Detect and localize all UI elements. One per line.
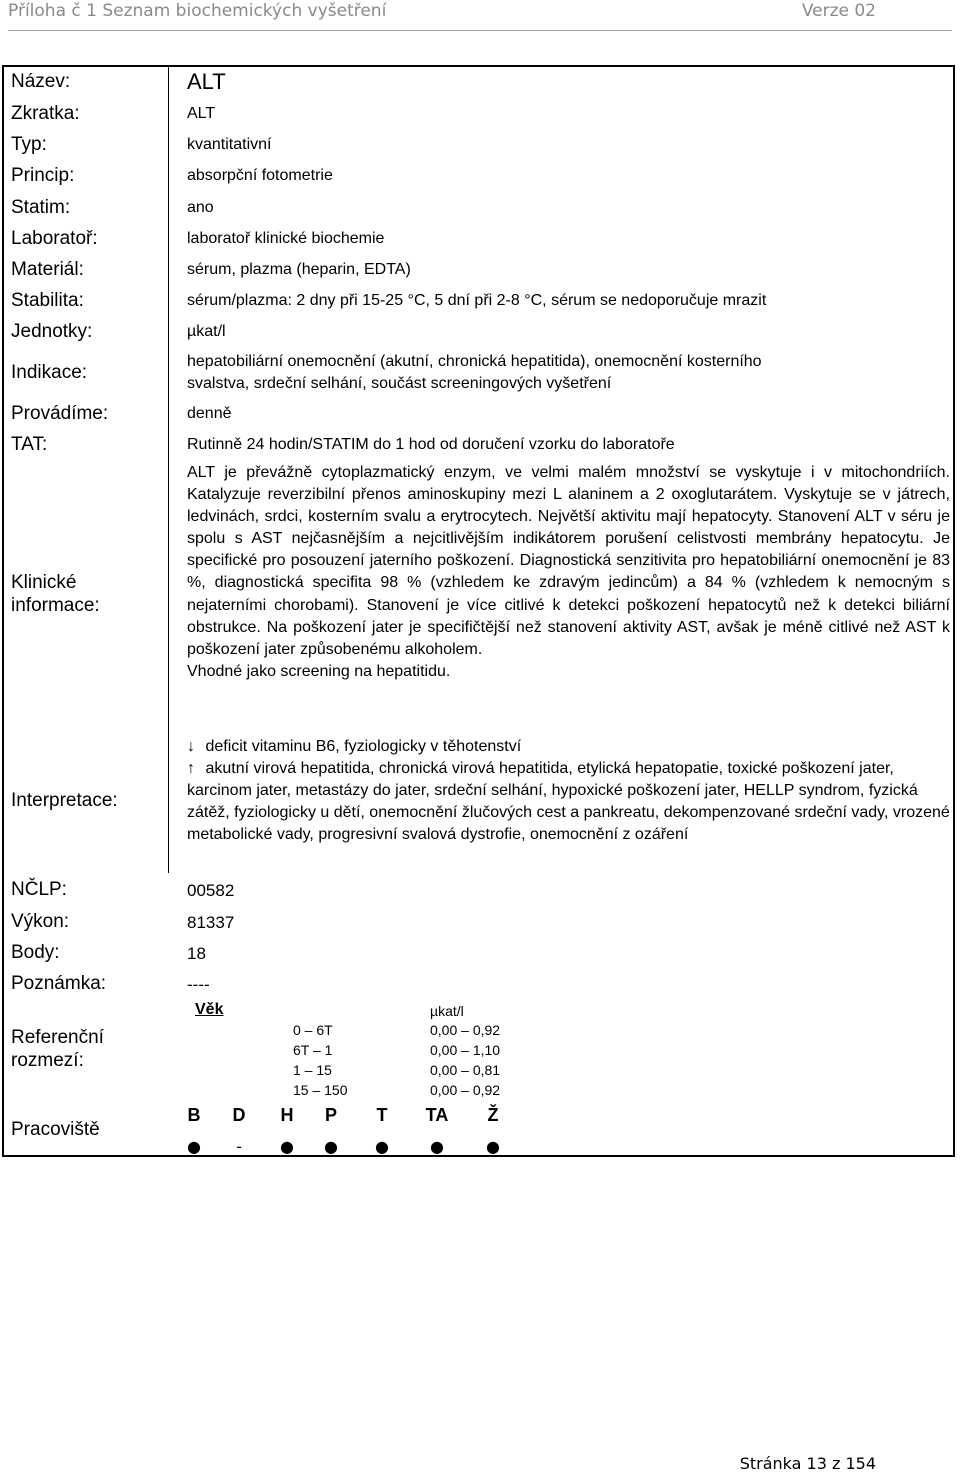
interpretace-decrease [187,736,950,758]
site-available-icon: ● [187,1137,201,1156]
interpretace-increase [187,758,950,846]
label-nclp: NČLP: [11,879,67,900]
reference-range: 0,00 – 0,81 [430,1062,501,1078]
label-laborator: Laboratoř: [11,228,98,249]
value-tat: Rutinně 24 hodin/STATIM do 1 hod od doručení vzorku do laboratoře [187,436,675,453]
value-laborator: laboratoř klinické biochemie [187,230,385,247]
site-letter: D [232,1105,246,1125]
value-vykon: 81337 [187,913,235,932]
klinicke-paragraph-2: Vhodné jako screening na hepatitidu. [187,662,451,680]
reference-age: 15 – 150 [293,1082,348,1098]
label-statim: Statim: [11,197,71,218]
reference-age: 1 – 15 [293,1062,332,1078]
reference-range: 0,00 – 0,92 [430,1082,501,1098]
site-letter: Ž [487,1105,499,1125]
label-body: Body: [11,942,60,963]
value-stabilita: sérum/plazma: 2 dny při 15-25 °C, 5 dní při 2-8 °C, sérum se nedoporučuje mrazit [187,292,767,309]
value-nclp: 00582 [187,881,235,900]
page-number: Stránka 13 z 154 [739,1454,876,1473]
interpretace-decrease-text: deficit vitaminu B6, fyziologicky v těhotenství [205,738,522,755]
value-zkratka: ALT [187,105,216,122]
label-jednotky: Jednotky: [11,321,93,342]
label-klinicke-line2: informace: [11,595,100,616]
value-indikace-line1: hepatobiliární onemocnění (akutní, chronická hepatitida), onemocnění kosterního [187,353,762,370]
site-available-icon: ● [430,1137,444,1156]
label-stabilita: Stabilita: [11,290,84,311]
reference-range: 0,00 – 1,10 [430,1042,501,1058]
version-label: Verze 02 [801,1,876,21]
document-title: Příloha č 1 Seznam biochemických vyšetření [8,1,387,21]
arrow-down-icon: ↓ [187,738,195,755]
value-jednotky: µkat/l [187,323,226,340]
site-letter: H [280,1105,294,1125]
value-indikace-line2: svalstva, srdeční selhání, součást screeningových vyšetření [187,375,612,392]
arrow-up-icon: ↑ [187,760,195,778]
site-letter: B [187,1105,201,1125]
label-referencni-line2: rozmezí: [11,1050,84,1071]
value-material: sérum, plazma (heparin, EDTA) [187,261,411,278]
site-letter: P [324,1105,337,1125]
site-available-icon: ● [324,1137,338,1156]
age-column-header: Věk [195,1001,224,1018]
klinicke-paragraph: ALT je převážně cytoplazmatický enzym, ve velmi malém množství se vyskytuje i v mitochondriích. Katalyzuje reverzibilní přenos aminoskupiny mezi L alaninem a 2 oxoglutarátem. Vyskytuje se v játrech, ledvinách, srdci, kosterním svalu a erytrocytech. Největší aktivitu mají hepatocyty. Stanovení ALT v séru je spolu s AST nejčasnějším a nejcitlivějším indikátorem porušení celistvosti membrány hepatocytu. Je specifické pro posouzení jaterního poškození. Diagnostická senzitivita pro hepatobiliární onemocnění je 83 %, diagnostická specifita 98 % (vzhledem ke zdravým jedincům) a 84 % (vzhledem k nemocným s nejaterními chorobami). Stanovení je více citlivé k detekci poškození hepatocytů než k detekci biliární obstrukce. Na poškození jater je specifičtější než stanovení aktivity AST, avšak je méně citlivé než AST k poškození jater způsobenému alkoholem. [187,464,950,658]
value-nazev: ALT [187,69,226,94]
page-header [0,0,960,28]
reference-age: 6T – 1 [293,1042,333,1058]
value-poznamka: ---- [187,975,210,994]
label-princip: Princip: [11,165,75,186]
value-body: 18 [187,944,206,963]
column-divider [168,462,169,873]
label-pracoviste: Pracoviště [11,1119,100,1140]
label-provadime: Provádíme: [11,403,109,424]
label-poznamka: Poznámka: [11,973,107,994]
label-vykon: Výkon: [11,911,70,932]
column-divider [168,67,169,462]
label-material: Materiál: [11,259,84,280]
site-letter: TA [425,1105,449,1125]
site-unavailable-mark: - [236,1137,242,1156]
label-tat: TAT: [11,434,48,455]
site-letter: T [376,1105,388,1125]
label-typ: Typ: [11,134,47,155]
value-provadime: denně [187,405,232,422]
label-klinicke-line1: Klinické [11,572,77,593]
site-available-icon: ● [280,1137,294,1156]
value-princip: absorpční fotometrie [187,167,333,184]
label-zkratka: Zkratka: [11,103,80,124]
interpretace-increase-text: akutní virová hepatitida, chronická virová hepatitida, etylická hepatopatie, toxické poškození jater, karcinom jater, metastázy do jater, srdeční selhání, hypoxické poškození jater, HELLP syndrom, fyzická zátěž, fyziologicky u dětí, onemocnění žlučových cest a pankreatu, dekompenzované srdeční vady, vrozené metabolické vady, progresivní svalová dystrofie, onemocnění z ozáření [187,760,950,844]
label-interpretace: Interpretace: [11,790,118,811]
reference-range: 0,00 – 0,92 [430,1022,501,1038]
label-nazev: Název: [11,71,71,92]
value-statim: ano [187,199,214,216]
label-indikace: Indikace: [11,362,88,383]
unit-column-header: µkat/l [430,1003,464,1019]
label-referencni-line1: Referenční [11,1027,104,1048]
klinicke-informace-text [187,462,950,683]
header-rule [8,30,952,31]
site-available-icon: ● [486,1137,500,1156]
interpretace-text [187,736,950,846]
site-available-icon: ● [375,1137,389,1156]
value-typ: kvantitativní [187,136,272,153]
reference-age: 0 – 6T [293,1022,333,1038]
